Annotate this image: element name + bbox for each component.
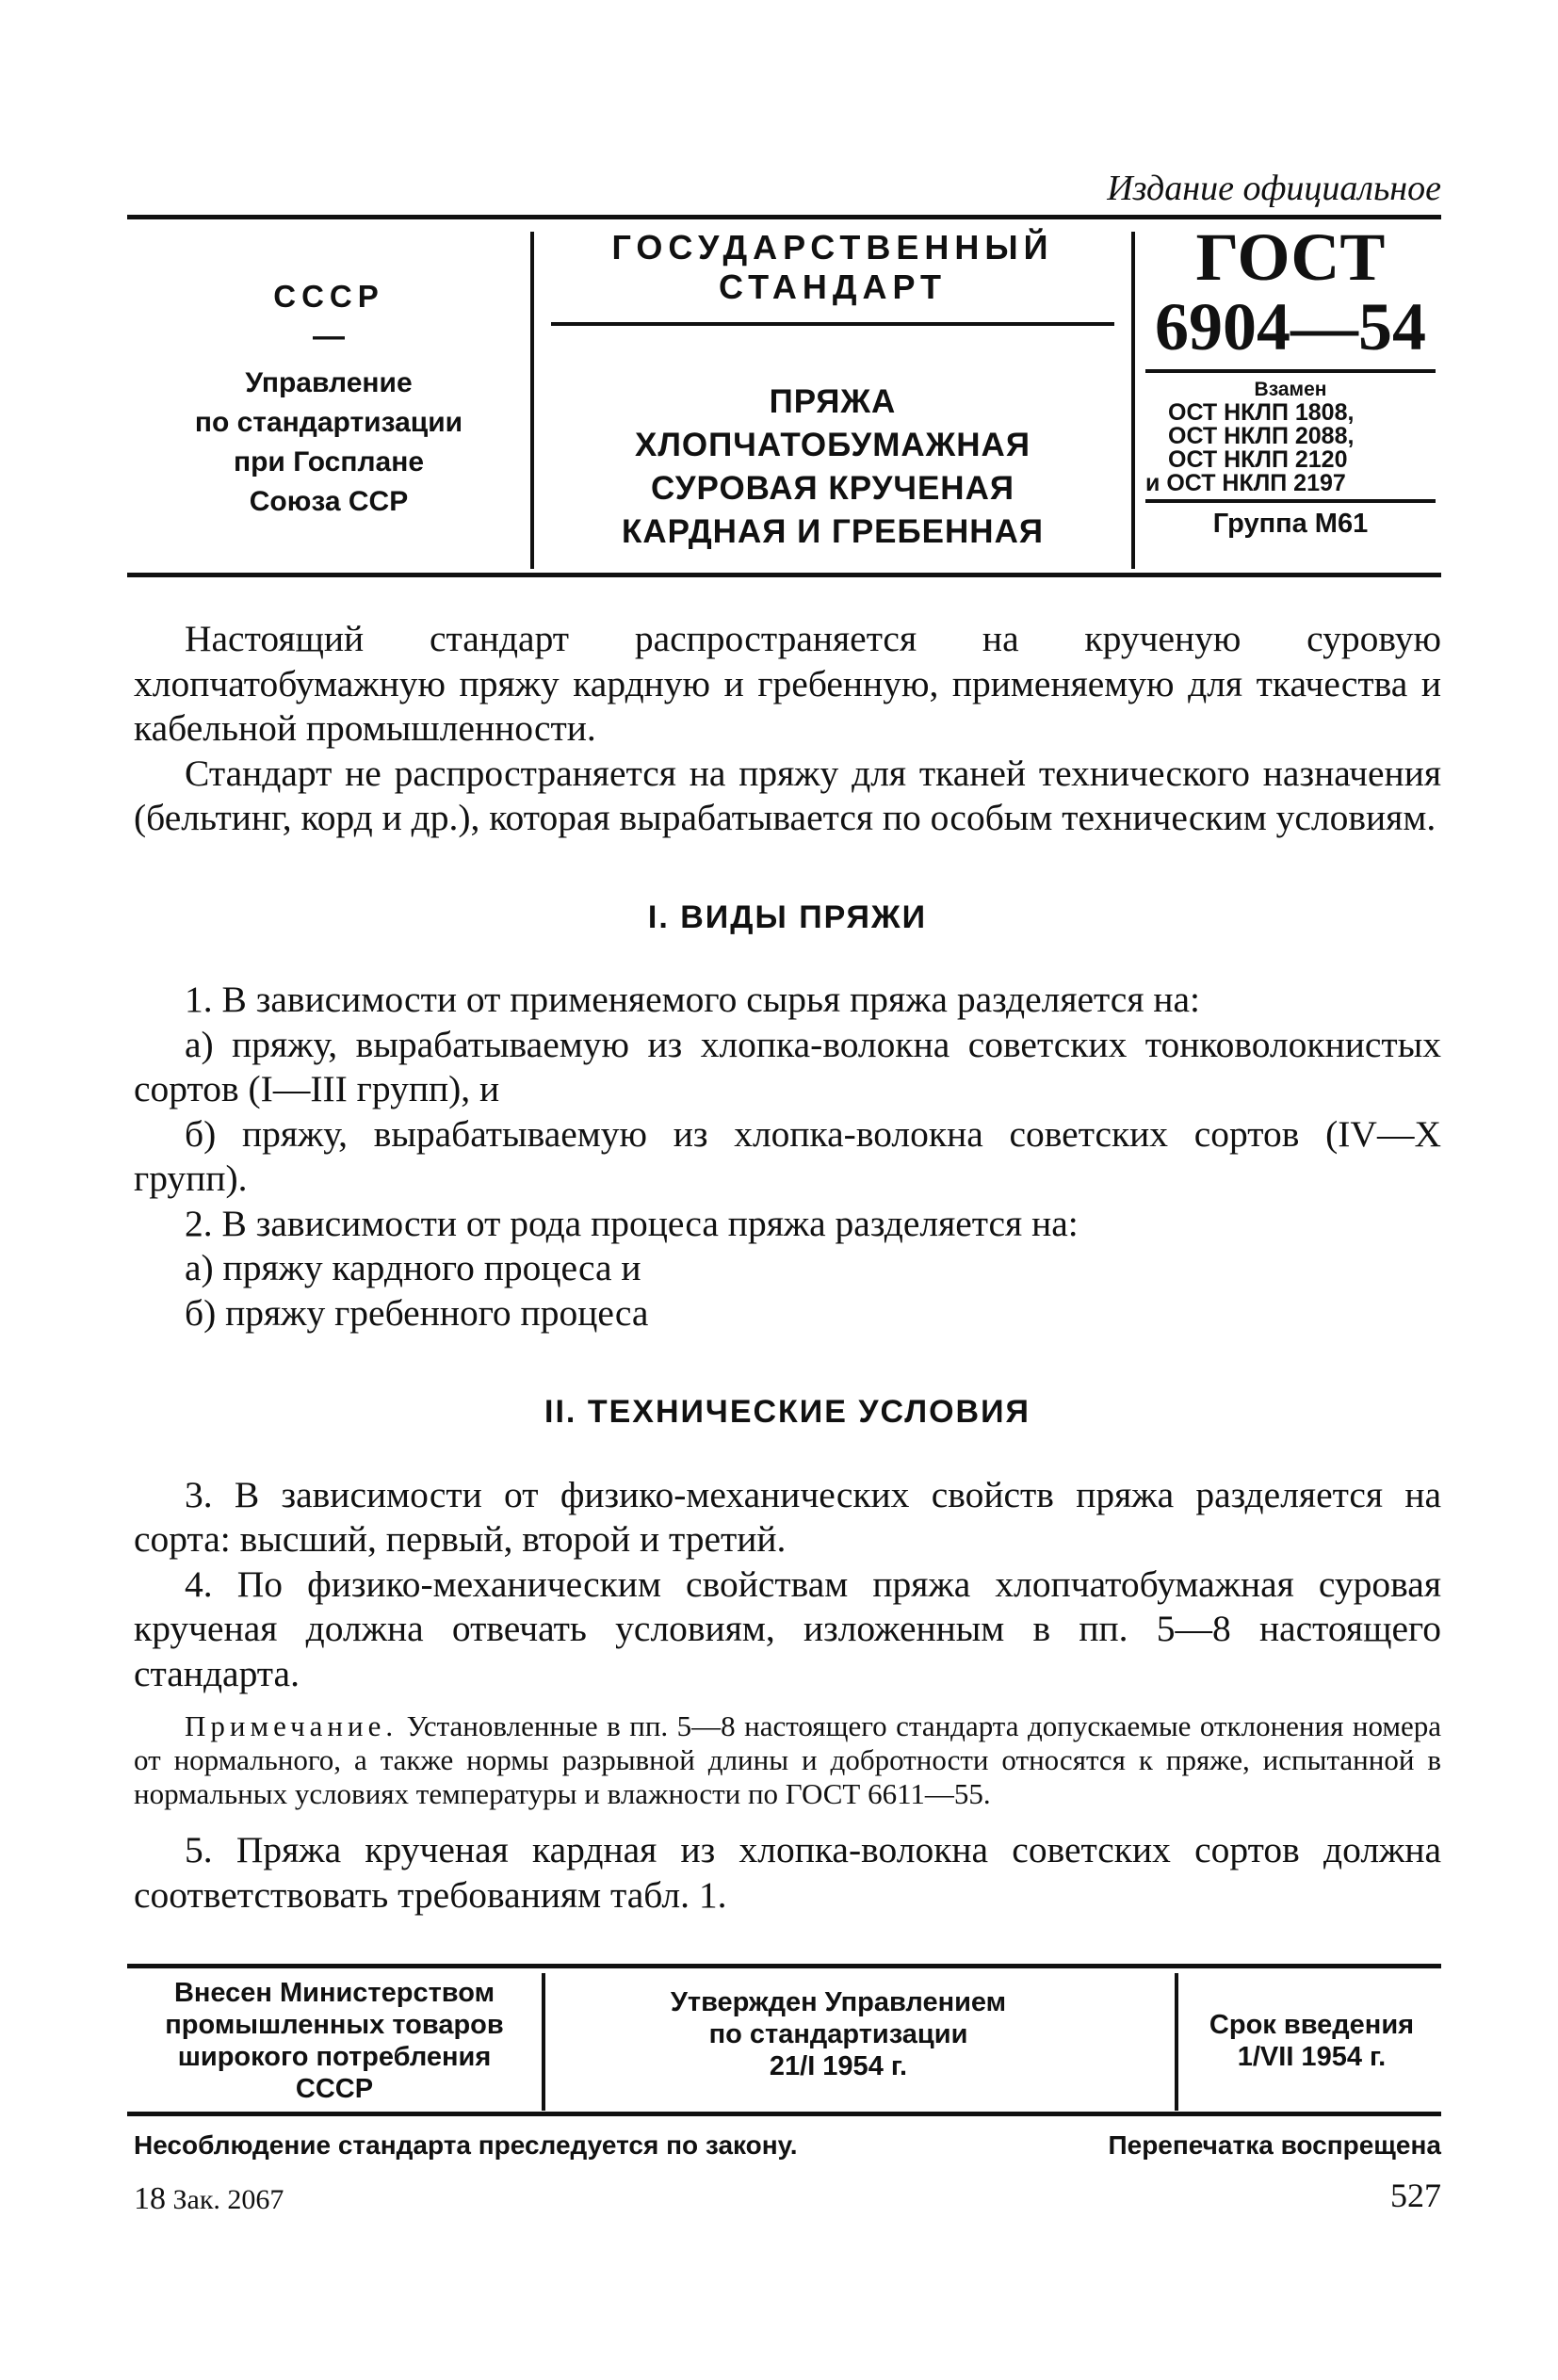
reprint-notice: Перепечатка воспрещена (1108, 2130, 1441, 2160)
country-label: СССР (273, 279, 384, 314)
approved-line: по стандартизации (708, 2019, 968, 2049)
footer-block (127, 1964, 1441, 2116)
clause-paragraph: а) пряжу кардного процеса и (185, 1247, 641, 1288)
law-notice: Несоблюдение стандарта преследуется по закону. (134, 2130, 798, 2160)
title-rule (551, 322, 1114, 326)
order-text: Зак. 2067 (172, 2184, 284, 2215)
header-divider-right (1131, 232, 1135, 569)
replaces-item: ОСТ НКЛП 2120 (1168, 446, 1348, 473)
header-block (127, 215, 1441, 577)
standard-kind-line: ГОСУДАРСТВЕННЫЙ (611, 228, 1054, 267)
gost-line: ГОСТ (1195, 219, 1386, 295)
approved-line: Утвержден Управлением (670, 1987, 1007, 2017)
document-body (134, 617, 1441, 1918)
section-heading: II. ТЕХНИЧЕСКИЕ УСЛОВИЯ (544, 1394, 1031, 1430)
replaces-list (1140, 401, 1441, 495)
gost-rule (1145, 369, 1436, 373)
introduced-line: СССР (295, 2074, 374, 2104)
approved-by (551, 1986, 1126, 2082)
issuer-column (127, 226, 530, 565)
clause-paragraph: 2. В зависимости от рода процеса пряжа разделяется на: (185, 1202, 1079, 1244)
gost-line: 6904—54 (1155, 289, 1426, 364)
order-info (134, 2181, 284, 2217)
introduced-line: промышленных товаров (165, 2010, 504, 2040)
agency-line: при Госплане (233, 446, 425, 478)
footer-divider-right (1175, 1973, 1178, 2111)
footer-top-rule (127, 1964, 1441, 1968)
title-line: ПРЯЖА (769, 383, 897, 420)
standard-title (534, 380, 1131, 554)
title-line: КАРДНАЯ И ГРЕБЕННАЯ (621, 513, 1045, 550)
clause-paragraph: 4. По физико-механическим свойствам пряжа хлопчатобумажная суровая крученая должна отвечать условиям, изложенным в пп. 5—8 настоящего стандарта. (134, 1562, 1441, 1694)
replaces-item: и ОСТ НКЛП 2197 (1145, 470, 1346, 496)
note-label: Примечание. (185, 1709, 398, 1742)
footer-divider-left (542, 1973, 545, 2111)
agency-line: Управление (245, 367, 413, 398)
agency-line: Союза ССР (249, 486, 409, 517)
order-number: 18 (134, 2181, 166, 2216)
effective-line: 1/VII 1954 г. (1237, 2042, 1387, 2072)
clause-paragraph: 1. В зависимости от применяемого сырья пряжа разделяется на: (185, 979, 1201, 1020)
replaces-label: Взамен (1254, 379, 1327, 400)
note-paragraph (134, 1709, 1441, 1811)
gost-column (1140, 219, 1441, 540)
title-line: ХЛОПЧАТОБУМАЖНАЯ (635, 427, 1031, 463)
introduced-line: широкого потребления (177, 2042, 492, 2072)
note-text: Установленные в пп. 5—8 настоящего стандарта допускаемые отклонения номера от нормального, а также нормы разрывной длины и добротности относятся к пряже, испытанной в нормальных условиях температуры и влажности по ГОСТ 6611—55. (134, 1709, 1441, 1810)
title-column (534, 222, 1131, 554)
replaces-item: ОСТ НКЛП 2088, (1168, 423, 1355, 449)
group-label: Группа М61 (1212, 509, 1369, 539)
replaces-item: ОСТ НКЛП 1808, (1168, 399, 1355, 426)
clause-paragraph: б) пряжу гребенного процеса (185, 1291, 649, 1334)
agency-line: по стандартизации (194, 407, 463, 438)
section-heading: I. ВИДЫ ПРЯЖИ (647, 899, 928, 935)
standard-kind (534, 228, 1131, 307)
edition-label: Издание официальное (1107, 169, 1441, 208)
footer-bottom-rule (127, 2112, 1441, 2116)
effective-date (1182, 2009, 1441, 2073)
clause-paragraph: б) пряжу, вырабатываемую из хлопка-волокна советских сортов (IV—X групп). (134, 1112, 1441, 1199)
country-dash: — (313, 318, 345, 354)
gost-number (1140, 219, 1441, 364)
clause-paragraph: а) пряжу, вырабатываемую из хлопка-волокна советских тонковолокнистых сортов (I—III групп), и (134, 1023, 1441, 1109)
clause-paragraph: 3. В зависимости от физико-механических свойств пряжа разделяется на сорта: высший, первый, второй и третий. (134, 1473, 1441, 1560)
agency-name (127, 364, 530, 522)
standard-kind-line: СТАНДАРТ (719, 267, 947, 306)
effective-line: Срок введения (1209, 2010, 1415, 2040)
intro-paragraph: Стандарт не распространяется на пряжу для тканей технического назначения (бельтинг, корд и др.), которая вырабатывается по особым техническим условиям. (134, 752, 1441, 838)
clause-paragraph: 5. Пряжа крученая кардная из хлопка-волокна советских сортов должна соответствовать требованиям табл. 1. (134, 1829, 1441, 1916)
group-rule (1145, 499, 1436, 503)
page-number: 527 (1390, 2177, 1441, 2214)
introduced-by (127, 1977, 542, 2105)
approved-line: 21/I 1954 г. (769, 2051, 908, 2081)
intro-paragraph: Настоящий стандарт распространяется на крученую суровую хлопчатобумажную пряжу кардную и гребенную, применяемую для ткачества и кабельной промышленности. (134, 618, 1441, 749)
title-line: СУРОВАЯ КРУЧЕНАЯ (650, 470, 1015, 507)
header-bottom-rule (127, 573, 1441, 577)
introduced-line: Внесен Министерством (173, 1978, 495, 2008)
